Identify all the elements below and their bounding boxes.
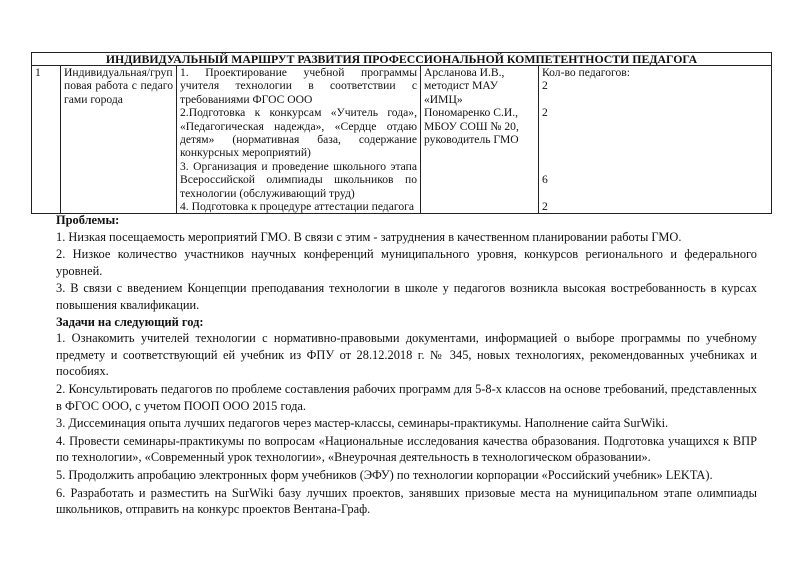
competence-route-table: [31, 52, 772, 214]
task-item: 5. Продолжить апробацию электронных форм учебников (ЭФУ) по технологии корпорации «Российский учебник» LEKTA).: [56, 467, 713, 482]
count-value: 2: [542, 199, 548, 213]
count-value: 2: [542, 79, 548, 93]
problems-heading: Проблемы:: [56, 213, 120, 227]
work-form: Индивидуальная/групповая работа с педагогами города: [61, 66, 177, 214]
task-item: 6. Разработать и разместить на SurWiki базу лучших проектов, занявших призовые места на муниципальном этапе олимпиады школьников, отправить на конкурс проектов Вентана-Граф.: [56, 485, 757, 517]
document-body: [56, 212, 757, 518]
task-item: 3. Диссеминация опыта лучших педагогов через мастер-классы, семинары-практикумы. Наполнение сайта SurWiki.: [56, 416, 669, 431]
task-item: 1. Ознакомить учителей технологии с нормативно-правовыми документами, информацией о выборе программы по учебному предмету и соответствующий ей учебник из ФПУ от 28.12.2018 г. № 345, новых технологиях, рекомендованных учебниках и пособиях.: [56, 331, 757, 379]
problem-item: 3. В связи с введением Концепции преподавания технологии в школе у педагогов возникла высокая востребованность в курсах повышения квалификации.: [56, 281, 757, 312]
problem-item: 2. Низкое количество участников научных конференций муниципального уровня, конкурсов регионального и федерального уровней.: [56, 247, 757, 278]
content-item: 3. Организация и проведение школьного этапа Всероссийской олимпиады школьников по технологии (обслуживающий труд): [180, 159, 417, 200]
content-item: 1. Проектирование учебной программы учителя технологии в соответствии с требованиями ФГОС ООО: [180, 66, 417, 106]
task-item: 2. Консультировать педагогов по проблеме составления рабочих программ для 5-8-х классов на основе требований, представленных в ФГОС ООО, с учетом ПООП ООО 2015 года.: [56, 381, 757, 413]
count-cell: [539, 66, 772, 214]
content-item: 2.Подготовка к конкурсам «Учитель года», «Педагогическая надежда», «Сердце отдаю детям» (нормативная база, содержание конкурсных мероприятий): [180, 106, 417, 160]
tasks-heading: Задачи на следующий год:: [56, 314, 204, 329]
row-number: 1: [32, 66, 61, 214]
responsible-person: Пономаренко С.И., МБОУ СОШ № 20, руководитель ГМО: [424, 106, 519, 147]
content-item: 4. Подготовка к процедуре аттестации педагога: [180, 200, 415, 214]
count-value: 6: [542, 173, 548, 187]
task-item: 4. Провести семинары-практикумы по вопросам «Национальные исследования качества образования. Подготовка учащихся к ВПР по технологии», «Современный урок технологии», «Внеурочная деятельность в технологическом образовании».: [56, 433, 757, 465]
count-label: Кол-во педагогов:: [542, 66, 630, 79]
content-cell: [177, 66, 421, 214]
responsible-cell: [421, 66, 539, 214]
table-title: ИНДИВИДУАЛЬНЫЙ МАРШРУТ РАЗВИТИЯ ПРОФЕССИОНАЛЬНОЙ КОМПЕТЕНТНОСТИ ПЕДАГОГА: [32, 53, 772, 66]
problem-item: 1. Низкая посещаемость мероприятий ГМО. В связи с этим - затруднения в качественном планировании работы ГМО.: [56, 229, 682, 244]
count-value: 2: [542, 106, 548, 120]
responsible-person: Арсланова И.В., методист МАУ «ИМЦ»: [424, 66, 505, 106]
table-row: [32, 66, 772, 214]
